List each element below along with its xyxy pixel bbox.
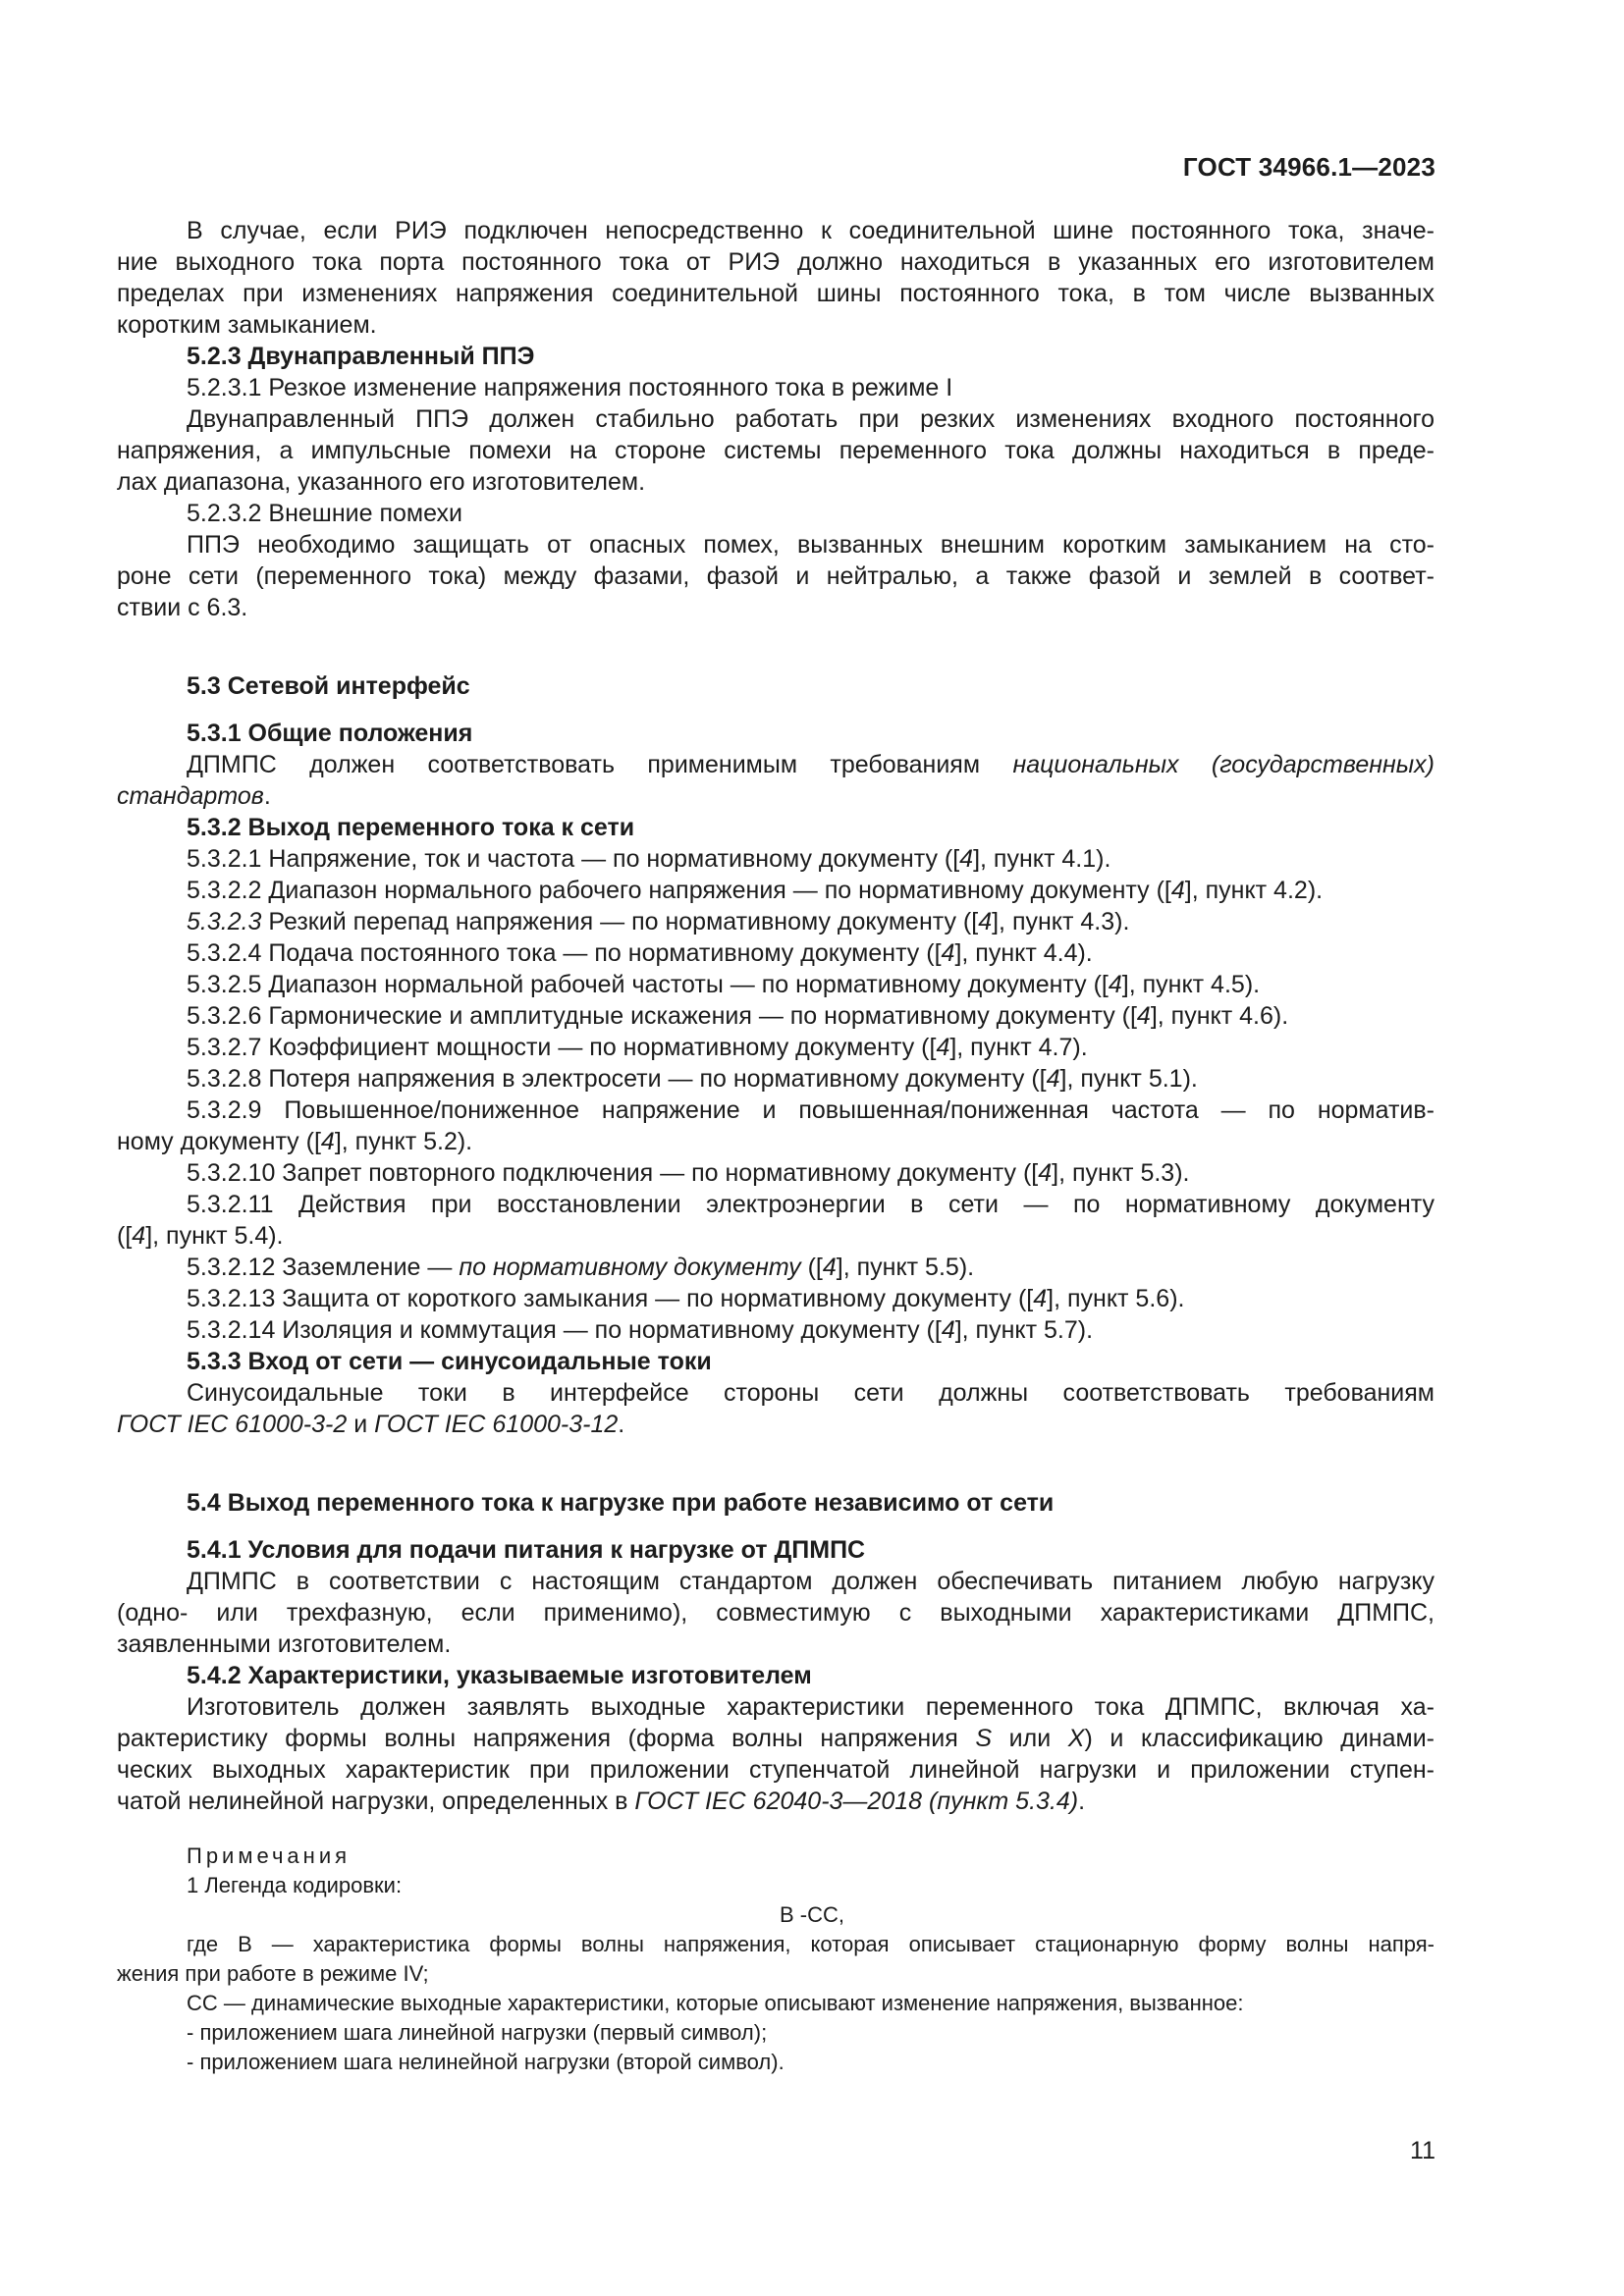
list-item: 5.3.2.2 Диапазон нормального рабочего напряжения — по нормативному документу ([4], пункт 4.2). [187, 877, 1324, 904]
list-item: 5.3.2.1 Напряжение, ток и частота — по нормативному документу ([4], пункт 4.1). [187, 845, 1111, 873]
list-item: 5.3.2.4 Подача постоянного тока — по нормативному документу ([4], пункт 4.4). [187, 939, 1093, 967]
list-item: 5.3.2.12 Заземление — по нормативному документу ([4], пункт 5.5). [187, 1254, 975, 1281]
section-heading-5-3-3: 5.3.3 Вход от сети — синусоидальные токи [187, 1348, 712, 1375]
subsection-title-5-2-3-2: 5.2.3.2 Внешние помехи [187, 500, 462, 527]
paragraph-line: роне сети (переменного тока) между фазами, фазой и нейтралью, а также фазой и землей в соответ- [117, 562, 1435, 590]
coding-formula: B -CC, [780, 1902, 844, 1927]
note-line: CC — динамические выходные характеристики, которые описывают изменение напряжения, вызванное: [187, 1991, 1244, 2015]
intro-line-2: ние выходного тока порта постоянного тока от РИЭ должно находиться в указанных его изготовителем [117, 248, 1435, 276]
note-bullet: - приложением шага линейной нагрузки (первый символ); [187, 2020, 768, 2045]
paragraph-line: ческих выходных характеристик при приложении ступенчатой линейной нагрузки и приложении ступен- [117, 1756, 1435, 1784]
paragraph-line: Синусоидальные токи в интерфейсе стороны сети должны соответствовать требованиям [187, 1379, 1435, 1407]
paragraph-line: рактеристику формы волны напряжения (форма волны напряжения S или X) и классификацию динами- [117, 1725, 1435, 1752]
intro-line-3: пределах при изменениях напряжения соединительной шины постоянного тока, в том числе вызванных [117, 280, 1435, 307]
section-heading-5-4-1: 5.4.1 Условия для подачи питания к нагрузке от ДПМПС [187, 1536, 866, 1564]
paragraph-line: ДПМПС должен соответствовать применимым требованиям национальных (государственных) [187, 751, 1435, 778]
paragraph-line: напряжения, а импульсные помехи на стороне системы переменного тока должны находиться в преде- [117, 437, 1435, 464]
list-item: 5.3.2.14 Изоляция и коммутация — по нормативному документу ([4], пункт 5.7). [187, 1316, 1094, 1344]
paragraph-line: чатой нелинейной нагрузки, определенных в ГОСТ IEC 62040-3—2018 (пункт 5.3.4). [117, 1788, 1086, 1815]
list-item: 5.3.2.3 Резкий перепад напряжения — по нормативному документу ([4], пункт 4.3). [187, 908, 1130, 935]
section-heading-5-3: 5.3 Сетевой интерфейс [187, 672, 470, 700]
section-heading-5-4-2: 5.4.2 Характеристики, указываемые изготовителем [187, 1662, 812, 1689]
section-heading-5-4: 5.4 Выход переменного тока к нагрузке при работе независимо от сети [187, 1489, 1055, 1517]
paragraph-line: ДПМПС в соответствии с настоящим стандартом должен обеспечивать питанием любую нагрузку [187, 1568, 1435, 1595]
paragraph-line: ППЭ необходимо защищать от опасных помех, вызванных внешним коротким замыканием на сто- [187, 531, 1435, 559]
paragraph-line: Двунаправленный ППЭ должен стабильно работать при резких изменениях входного постоянного [187, 405, 1435, 433]
intro-line-4: коротким замыканием. [117, 311, 377, 339]
paragraph-line: ствии с 6.3. [117, 594, 248, 621]
note-line: жения при работе в режиме IV; [117, 1961, 429, 1986]
page-number: 11 [1410, 2137, 1435, 2164]
note-item: 1 Легенда кодировки: [187, 1873, 403, 1897]
reference-national-standards: национальных (государственных) [1012, 751, 1435, 778]
note-bullet: - приложением шага нелинейной нагрузки (второй символ). [187, 2050, 785, 2074]
intro-line-1: В случае, если РИЭ подключен непосредственно к соединительной шине постоянного тока, значе- [187, 217, 1435, 244]
list-item-continuation: ному документу ([4], пункт 5.2). [117, 1128, 473, 1155]
notes-title: Примечания [187, 1843, 352, 1868]
section-heading-5-2-3: 5.2.3 Двунаправленный ППЭ [187, 343, 535, 370]
paragraph-line: Изготовитель должен заявлять выходные характеристики переменного тока ДПМПС, включая ха- [187, 1693, 1435, 1721]
paragraph-line: ГОСТ IEC 61000-3-2 и ГОСТ IEC 61000-3-12. [117, 1411, 625, 1438]
list-item: 5.3.2.13 Защита от короткого замыкания — по нормативному документу ([4], пункт 5.6). [187, 1285, 1185, 1312]
paragraph-line: заявленными изготовителем. [117, 1630, 452, 1658]
document-id-header: ГОСТ 34966.1—2023 [1182, 152, 1435, 182]
list-item-continuation: ([4], пункт 5.4). [117, 1222, 284, 1250]
paragraph-line: стандартов. [117, 782, 271, 810]
subsection-title-5-2-3-1: 5.2.3.1 Резкое изменение напряжения постоянного тока в режиме I [187, 374, 953, 401]
paragraph-line: (одно- или трехфазную, если применимо), совместимую с выходными характеристиками ДПМПС, [117, 1599, 1435, 1627]
list-item: 5.3.2.6 Гармонические и амплитудные искажения — по нормативному документу ([4], пункт 4.6). [187, 1002, 1289, 1030]
section-heading-5-3-1: 5.3.1 Общие положения [187, 720, 473, 747]
note-line: где B — характеристика формы волны напряжения, которая описывает стационарную форму волны напря- [187, 1932, 1435, 1956]
section-heading-5-3-2: 5.3.2 Выход переменного тока к сети [187, 814, 635, 841]
list-item: 5.3.2.10 Запрет повторного подключения — по нормативному документу ([4], пункт 5.3). [187, 1159, 1190, 1187]
list-item: 5.3.2.5 Диапазон нормальной рабочей частоты — по нормативному документу ([4], пункт 4.5). [187, 971, 1261, 998]
list-item: 5.3.2.9 Повышенное/пониженное напряжение и повышенная/пониженная частота — по норматив- [187, 1096, 1435, 1124]
list-item: 5.3.2.8 Потеря напряжения в электросети — по нормативному документу ([4], пункт 5.1). [187, 1065, 1198, 1093]
list-item: 5.3.2.7 Коэффициент мощности — по нормативному документу ([4], пункт 4.7). [187, 1034, 1088, 1061]
list-item: 5.3.2.11 Действия при восстановлении электроэнергии в сети — по нормативному документу [187, 1191, 1435, 1218]
paragraph-line: лах диапазона, указанного его изготовителем. [117, 468, 646, 496]
